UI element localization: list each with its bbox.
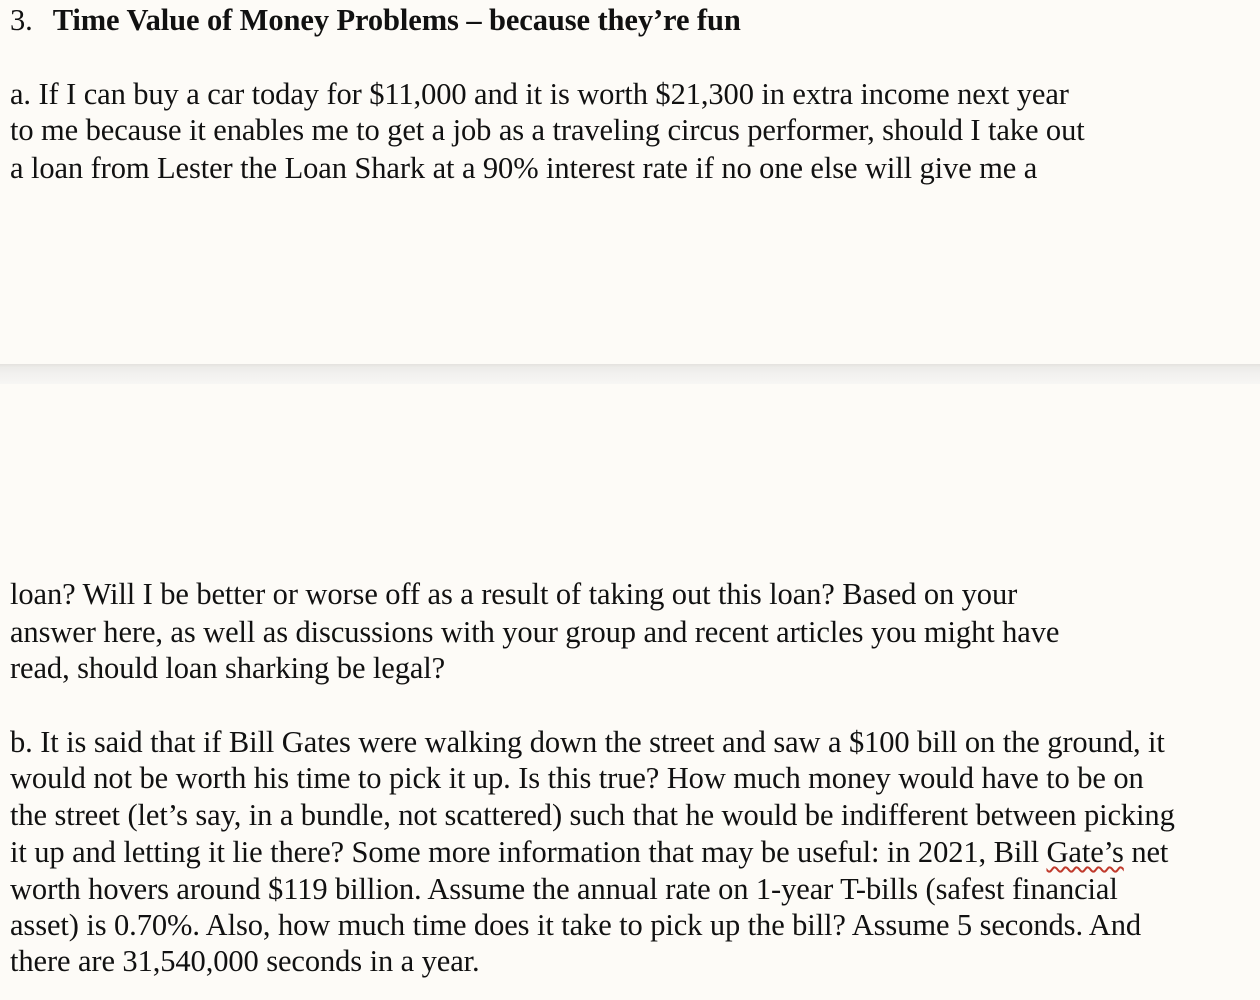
question-a-line: a loan from Lester the Loan Shark at a 90% interest rate if no one else will give me a	[10, 151, 1038, 185]
question-b-line	[10, 834, 1168, 870]
question-a-line: loan? Will I be better or worse off as a result of taking out this loan? Based on your	[10, 577, 1018, 611]
question-b-line: b. It is said that if Bill Gates were walking down the street and saw a $100 bill on the ground, it	[10, 725, 1165, 759]
question-a-line: to me because it enables me to get a job as a traveling circus performer, should I take out	[10, 113, 1085, 147]
section-title: Time Value of Money Problems – because they’re fun	[52, 3, 741, 37]
section-number: 3.	[10, 3, 33, 37]
question-a-line: a. If I can buy a car today for $11,000 and it is worth $21,300 in extra income next year	[10, 77, 1069, 111]
question-a-line: answer here, as well as discussions with your group and recent articles you might have	[10, 615, 1060, 649]
page-break	[0, 364, 1260, 384]
page-one	[0, 0, 1260, 364]
question-b-line: there are 31,540,000 seconds in a year.	[10, 944, 480, 978]
question-b-text: it up and letting it lie there? Some more information that may be useful: in 2021, Bill	[10, 835, 1047, 869]
spellcheck-flagged-word[interactable]: Gate’s	[1046, 835, 1124, 869]
page-two	[0, 384, 1260, 1000]
section-heading	[10, 2, 741, 38]
question-a-line: read, should loan sharking be legal?	[10, 651, 446, 685]
question-b-line: asset) is 0.70%. Also, how much time does it take to pick up the bill? Assume 5 seconds. And	[10, 908, 1142, 942]
question-b-line: worth hovers around $119 billion. Assume the annual rate on 1-year T-bills (safest financial	[10, 872, 1118, 906]
question-b-line: the street (let’s say, in a bundle, not scattered) such that he would be indifferent between picking	[10, 798, 1175, 832]
question-b-text: net	[1123, 835, 1169, 869]
question-b-line: would not be worth his time to pick it up. Is this true? How much money would have to be on	[10, 761, 1144, 795]
